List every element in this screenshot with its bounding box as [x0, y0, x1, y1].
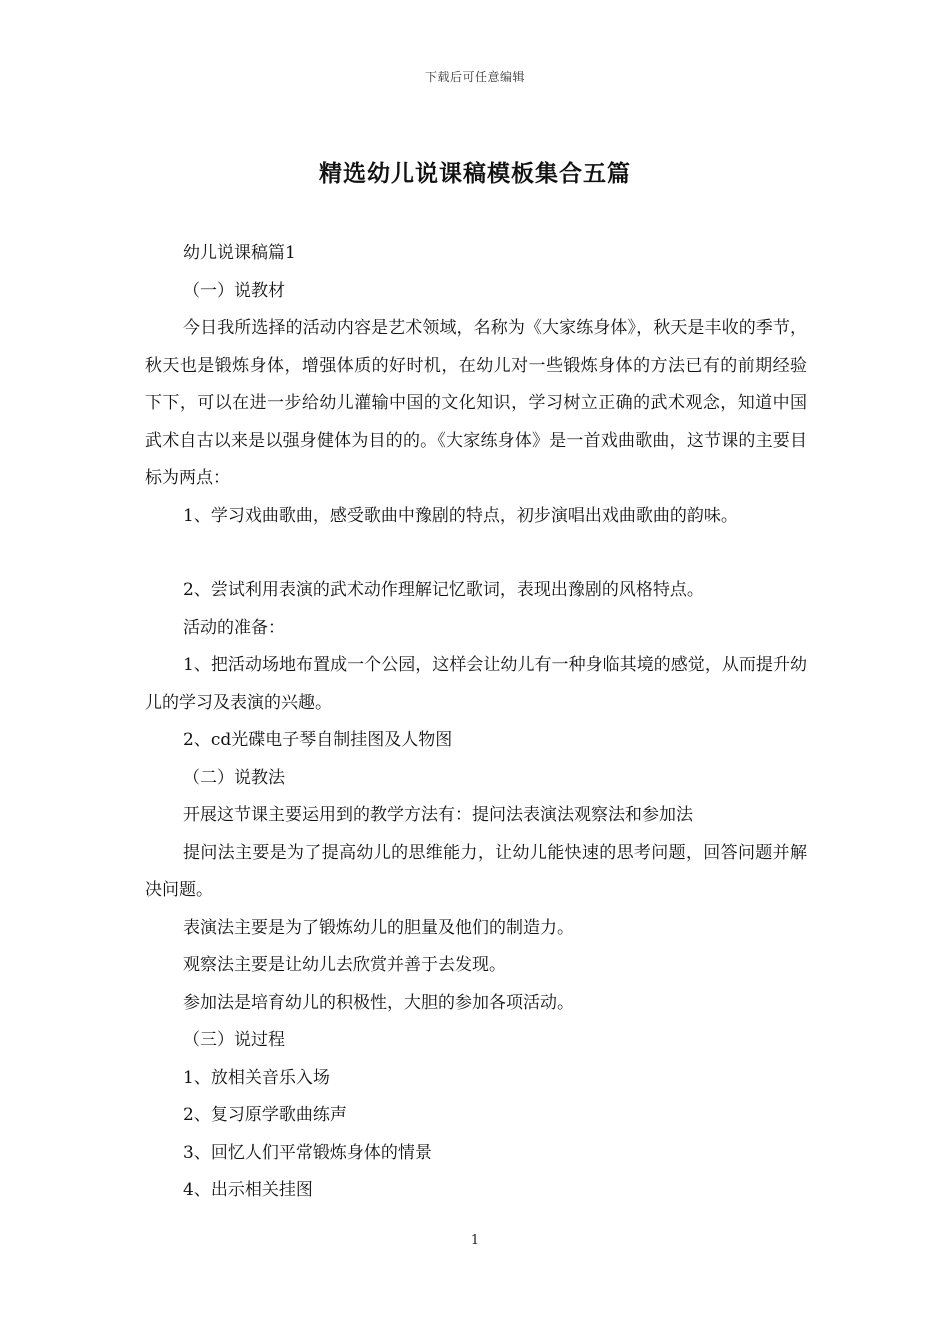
subsection-heading: （一）说教材	[183, 280, 285, 301]
page-number: 1	[470, 1233, 480, 1248]
paragraph: 活动的准备：	[183, 617, 285, 638]
paragraph: 表演法主要是为了锻炼幼儿的胆量及他们的制造力。	[183, 917, 574, 938]
list-item: 2、cd光碟电子琴自制挂图及人物图	[183, 730, 453, 750]
paragraph: 提问法主要是为了提高幼儿的思维能力，让幼儿能快速的思考问题，回答问题并解决问题。	[145, 842, 807, 900]
paragraph: 参加法是培育幼儿的积极性，大胆的参加各项活动。	[183, 992, 574, 1013]
list-item: 2、尝试利用表演的武术动作理解记忆歌词，表现出豫剧的风格特点。	[183, 580, 704, 600]
document-body	[145, 235, 807, 1210]
list-item: 1、放相关音乐入场	[183, 1067, 330, 1088]
subsection-heading: （三）说过程	[183, 1030, 285, 1050]
document-title: 精选幼儿说课稿模板集合五篇	[319, 160, 631, 187]
subsection-heading: （二）说教法	[183, 767, 285, 788]
paragraph: 今日我所选择的活动内容是艺术领域，名称为《大家练身体》，秋天是丰收的季节，秋天也是锻炼身体，增强体质的好时机，在幼儿对一些锻炼身体的方法已有的前期经验下下，可以在进一步给幼儿灌输中国的文化知识，学习树立正确的武术观念，知道中国武术自古以来是以强身健体为目的的。《大家练身体》是一首戏曲歌曲，这节课的主要目标为两点：	[145, 318, 807, 488]
list-item: 3、回忆人们平常锻炼身体的情景	[183, 1142, 432, 1163]
list-item: 1、学习戏曲歌曲，感受歌曲中豫剧的特点，初步演唱出戏曲歌曲的韵味。	[183, 505, 738, 526]
paragraph: 观察法主要是让幼儿去欣赏并善于去发现。	[183, 955, 506, 975]
section-heading: 幼儿说课稿篇1	[183, 243, 296, 263]
blank-line	[145, 535, 807, 572]
list-item: 1、把活动场地布置成一个公园，这样会让幼儿有一种身临其境的感觉，从而提升幼儿的学习及表演的兴趣。	[145, 655, 807, 713]
list-item: 4、出示相关挂图	[183, 1180, 313, 1200]
list-item: 2、复习原学歌曲练声	[183, 1105, 347, 1125]
header-note: 下载后可任意编辑	[424, 70, 525, 84]
paragraph: 开展这节课主要运用到的教学方法有：提问法表演法观察法和参加法	[183, 805, 693, 825]
